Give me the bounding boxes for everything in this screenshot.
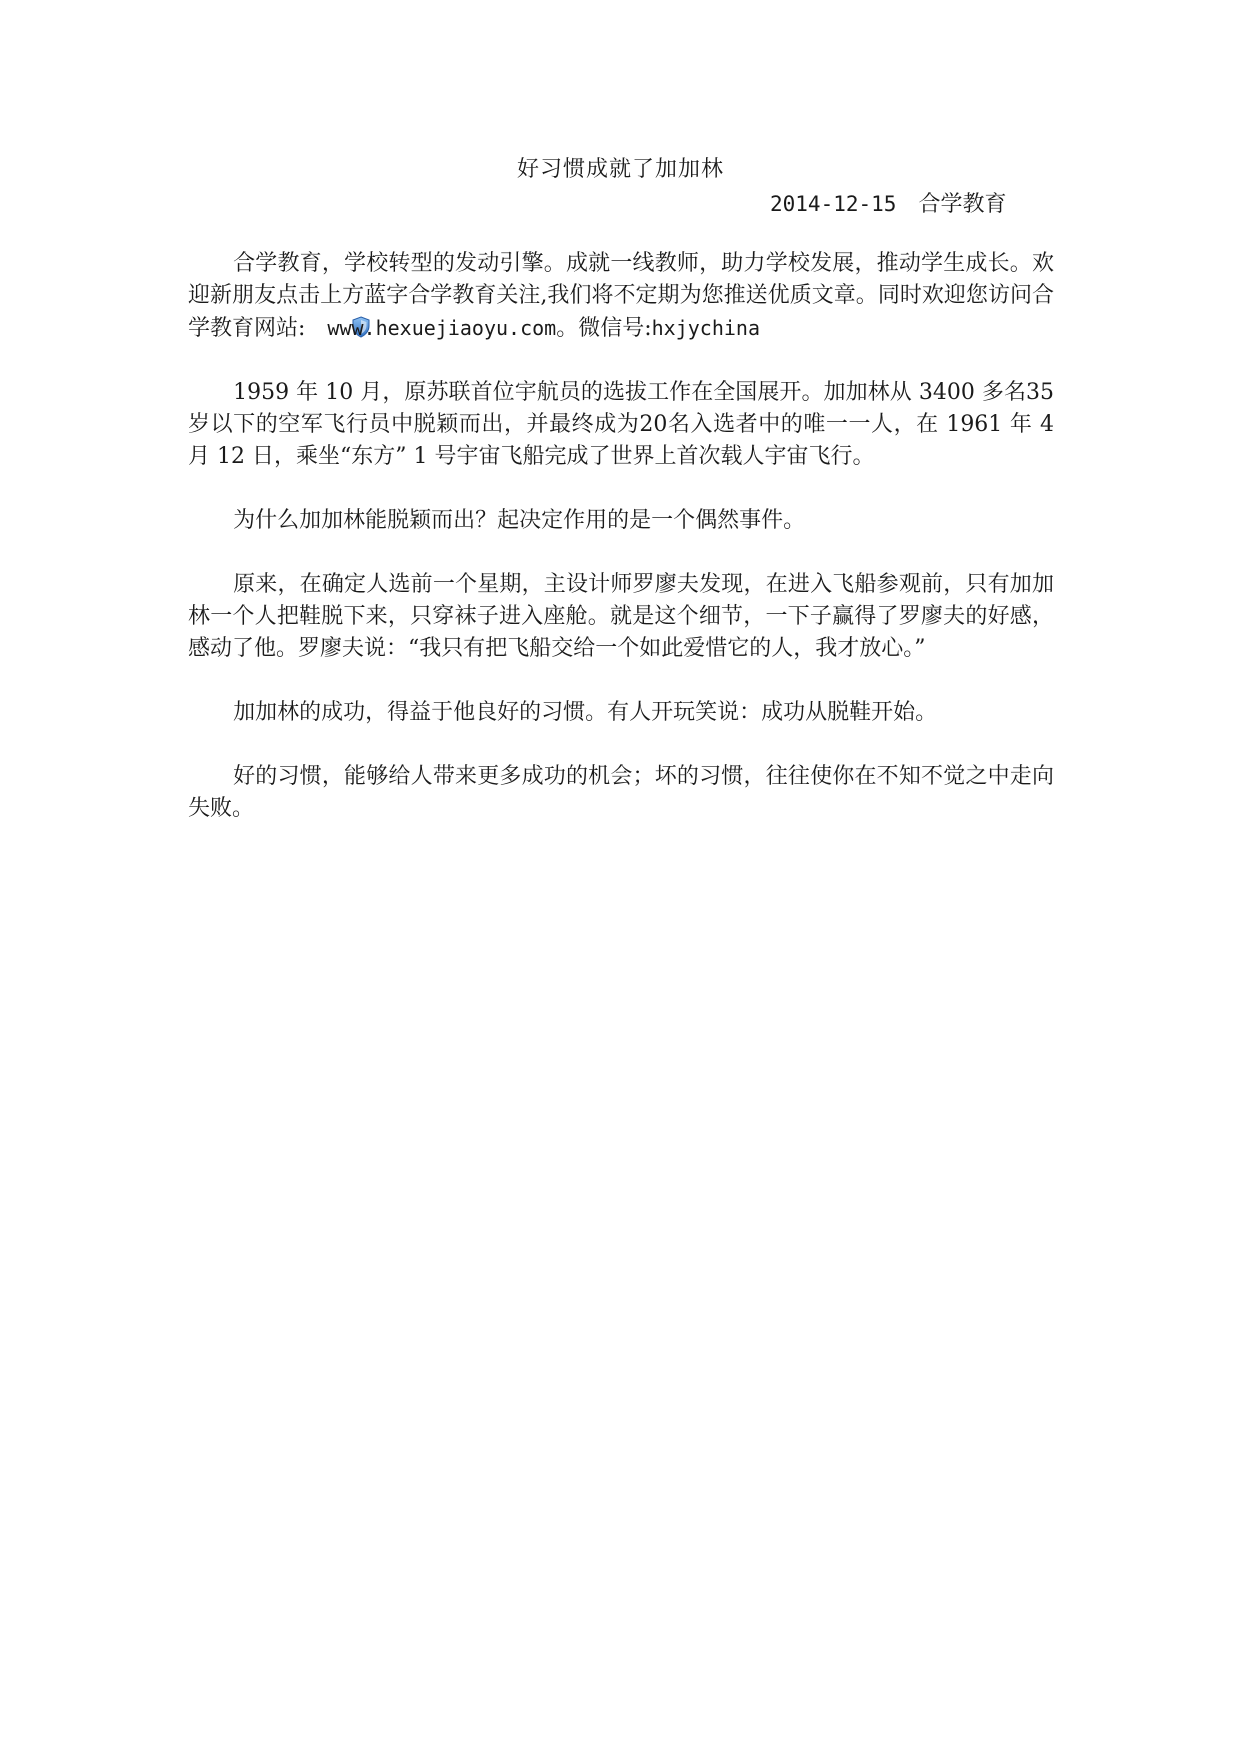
intro-paragraph: [188, 248, 1054, 345]
paragraph-question: 为什么加加林能脱颖而出？起决定作用的是一个偶然事件。: [233, 508, 806, 533]
paragraph-story: 原来，在确定人选前一个星期，主设计师罗廖夫发现，在进入飞船参观前，只有加加林一个人把鞋脱下来，只穿袜子进入座舱。就是这个细节，一下子赢得了罗廖夫的好感，感动了他。罗廖夫说：“我只有把飞船交给一个如此爱惜它的人，我才放心。”: [188, 572, 1054, 661]
article-title: 好习惯成就了加加林: [516, 157, 724, 182]
article-body: [188, 248, 1054, 857]
wechat-id: hxjychina: [651, 316, 760, 340]
shield-icon: [305, 316, 325, 338]
website-link[interactable]: www.hexuejiaoyu.com: [327, 316, 557, 340]
intro-text: 合学教育，学校转型的发动引擎。成就一线教师，助力学校发展，推动学生成长。欢迎新朋友点击上方蓝字合学教育关注,我们将不定期为您推送优质文章。同时欢迎您访问合学教育网站:: [188, 251, 1054, 341]
article-date: 2014-12-15: [770, 192, 897, 216]
paragraph-success: 加加林的成功，得益于他良好的习惯。有人开玩笑说：成功从脱鞋开始。: [233, 700, 938, 725]
article-source: 合学教育: [918, 192, 1007, 217]
paragraph-conclusion: 好的习惯，能够给人带来更多成功的机会；坏的习惯，往往使你在不知不觉之中走向失败。: [188, 764, 1054, 821]
paragraph-selection: 1959 年 10 月，原苏联首位宇航员的选拔工作在全国展开。加加林从 3400 多名35岁以下的空军飞行员中脱颖而出，并最终成为20名入选者中的唯一一人，在 1961 年 4 月 12 日，乘坐“东方” 1 号宇宙飞船完成了世界上首次载人宇宙飞行。: [188, 380, 1054, 469]
article-byline: [770, 187, 1006, 218]
wechat-label: 。微信号:: [556, 316, 652, 341]
